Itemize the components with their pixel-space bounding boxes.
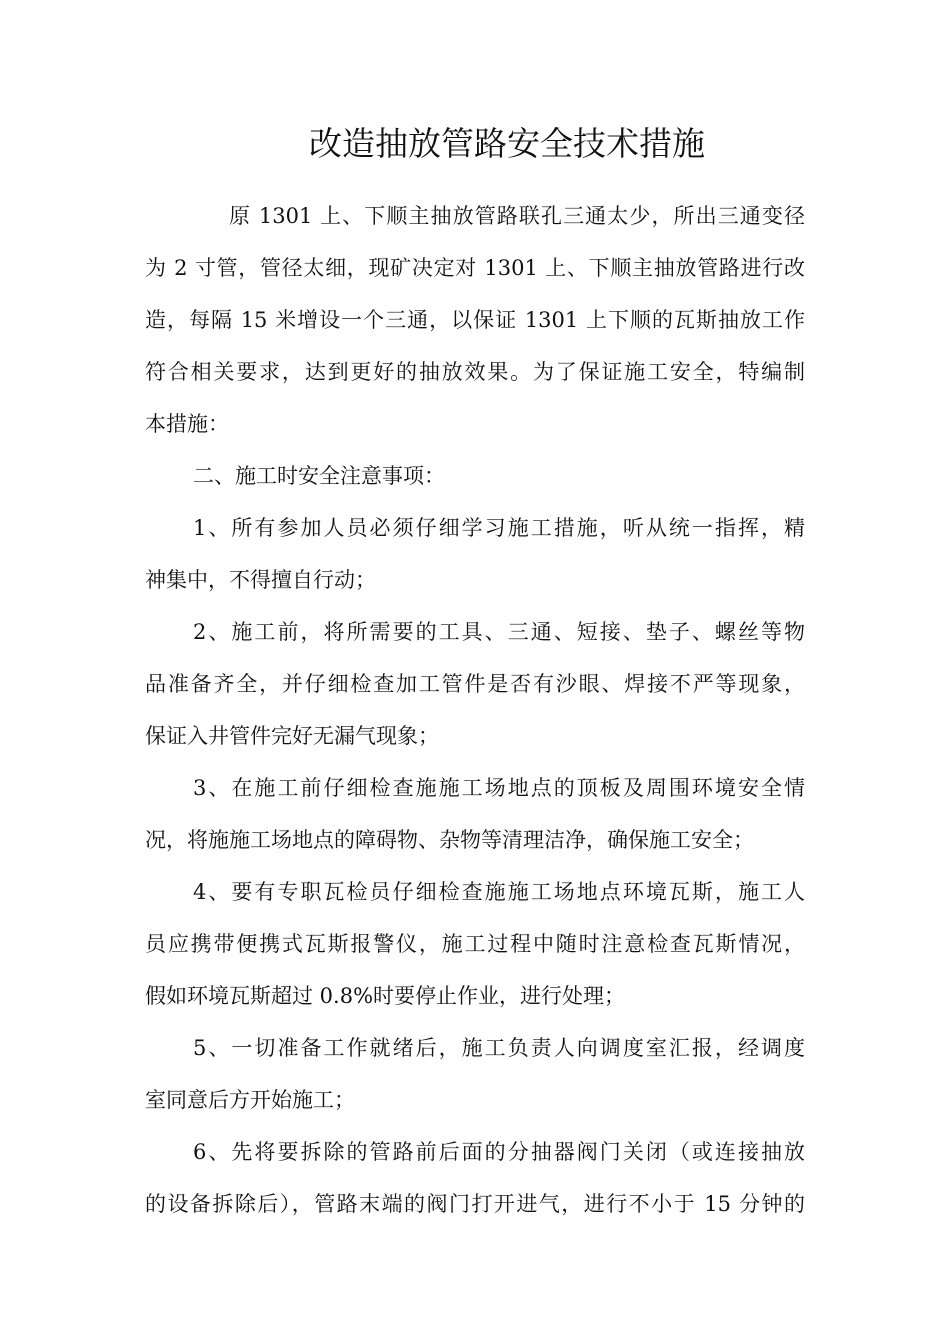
document-title: 改造抽放管路安全技术措施 — [309, 124, 705, 163]
list-item-line: 6、先将要拆除的管路前后面的分抽器阀门关闭（或连接抽放 — [193, 1140, 805, 1164]
list-item-line: 员应携带便携式瓦斯报警仪，施工过程中随时注意检查瓦斯情况， — [145, 932, 805, 956]
list-item-line: 1、所有参加人员必须仔细学习施工措施，听从统一指挥，精 — [193, 516, 805, 540]
list-item-line: 2、施工前，将所需要的工具、三通、短接、垫子、螺丝等物 — [193, 620, 805, 644]
paragraph-line: 本措施： — [145, 412, 229, 436]
list-item-line: 5、一切准备工作就绪后，施工负责人向调度室汇报，经调度 — [193, 1036, 805, 1060]
list-item-line: 品准备齐全，并仔细检查加工管件是否有沙眼、焊接不严等现象， — [145, 672, 805, 696]
list-item-line: 况，将施施工场地点的障碍物、杂物等清理洁净，确保施工安全； — [145, 828, 754, 852]
list-item-line: 神集中，不得擅自行动； — [145, 568, 376, 592]
list-item-line: 保证入井管件完好无漏气现象； — [145, 724, 439, 748]
list-item-line: 室同意后方开始施工； — [145, 1088, 355, 1112]
document-body — [145, 190, 805, 1230]
paragraph-line: 造，每隔 15 米增设一个三通，以保证 1301 上下顺的瓦斯抽放工作 — [145, 308, 805, 332]
paragraph-line: 符合相关要求，达到更好的抽放效果。为了保证施工安全，特编制 — [145, 360, 805, 384]
list-item-line: 3、在施工前仔细检查施施工场地点的顶板及周围环境安全情 — [193, 776, 805, 800]
paragraph-line: 原 1301 上、下顺主抽放管路联孔三通太少，所出三通变径 — [229, 204, 805, 228]
paragraph-line: 为 2 寸管，管径太细，现矿决定对 1301 上、下顺主抽放管路进行改 — [145, 256, 805, 280]
section-heading: 二、施工时安全注意事项： — [193, 464, 445, 488]
list-item-line: 的设备拆除后），管路末端的阀门打开进气，进行不小于 15 分钟的 — [145, 1192, 805, 1216]
list-item-line: 4、要有专职瓦检员仔细检查施施工场地点环境瓦斯，施工人 — [193, 880, 805, 904]
list-item-line: 假如环境瓦斯超过 0.8%时要停止作业，进行处理； — [145, 984, 626, 1008]
